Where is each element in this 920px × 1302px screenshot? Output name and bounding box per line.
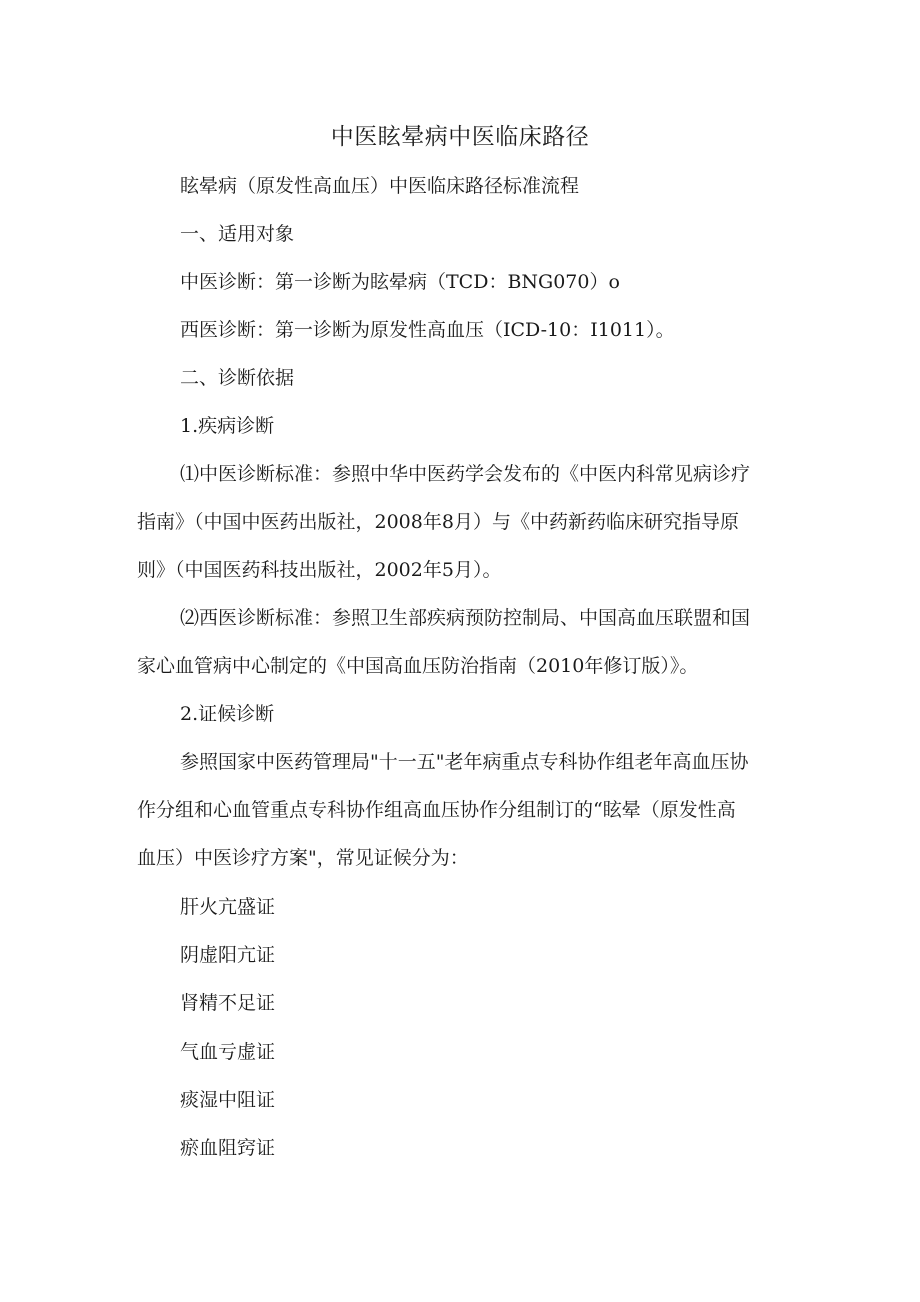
tcm-standard-line-1: ⑴中医诊断标准：参照中华中医药学会发布的《中医内科常见病诊疗 [180,463,751,485]
western-standard-line-1: ⑵西医诊断标准：参照卫生部疾病预防控制局、中国高血压联盟和国 [180,607,751,629]
subheading-syndrome-diagnosis: 2.证候诊断 [180,703,275,725]
tcm-standard-line-2: 指南》（中国中医药出版社，2008年8月）与《中药新药临床研究指导原 [137,511,739,533]
syndrome-reference-line-1: 参照国家中医药管理局"十一五"老年病重点专科协作组老年高血压协 [180,751,749,773]
tcm-diagnosis-line: 中医诊断：第一诊断为眩晕病（TCD：BNG070）o [180,271,620,293]
syndrome-reference-line-2: 作分组和心血管重点专科协作组高血压协作分组制订的“眩晕（原发性高 [137,799,736,821]
document-title: 中医眩晕病中医临床路径 [330,124,590,150]
syndrome-item: 肝火亢盛证 [180,896,276,918]
syndrome-item: 阴虚阳亢证 [180,944,276,966]
western-diagnosis-line: 西医诊断：第一诊断为原发性高血压（ICD-10：I1011）。 [180,319,675,341]
section-heading-basis: 二、诊断依据 [180,367,295,389]
section-heading-scope: 一、适用对象 [180,223,295,245]
western-standard-line-2: 家心血管病中心制定的《中国高血压防治指南（2010年修订版）》。 [137,655,699,677]
subtitle-line: 眩晕病（原发性高血压）中医临床路径标准流程 [180,175,580,197]
tcm-standard-line-3: 则》（中国医药科技出版社，2002年5月）。 [137,559,502,581]
syndrome-item: 痰湿中阻证 [180,1089,276,1111]
syndrome-reference-line-3: 血压）中医诊疗方案"，常见证候分为： [137,847,469,869]
subheading-disease-diagnosis: 1.疾病诊断 [180,415,275,437]
syndrome-item: 瘀血阻窍证 [180,1137,276,1159]
syndrome-item: 气血亏虚证 [180,1041,276,1063]
syndrome-item: 肾精不足证 [180,992,276,1014]
